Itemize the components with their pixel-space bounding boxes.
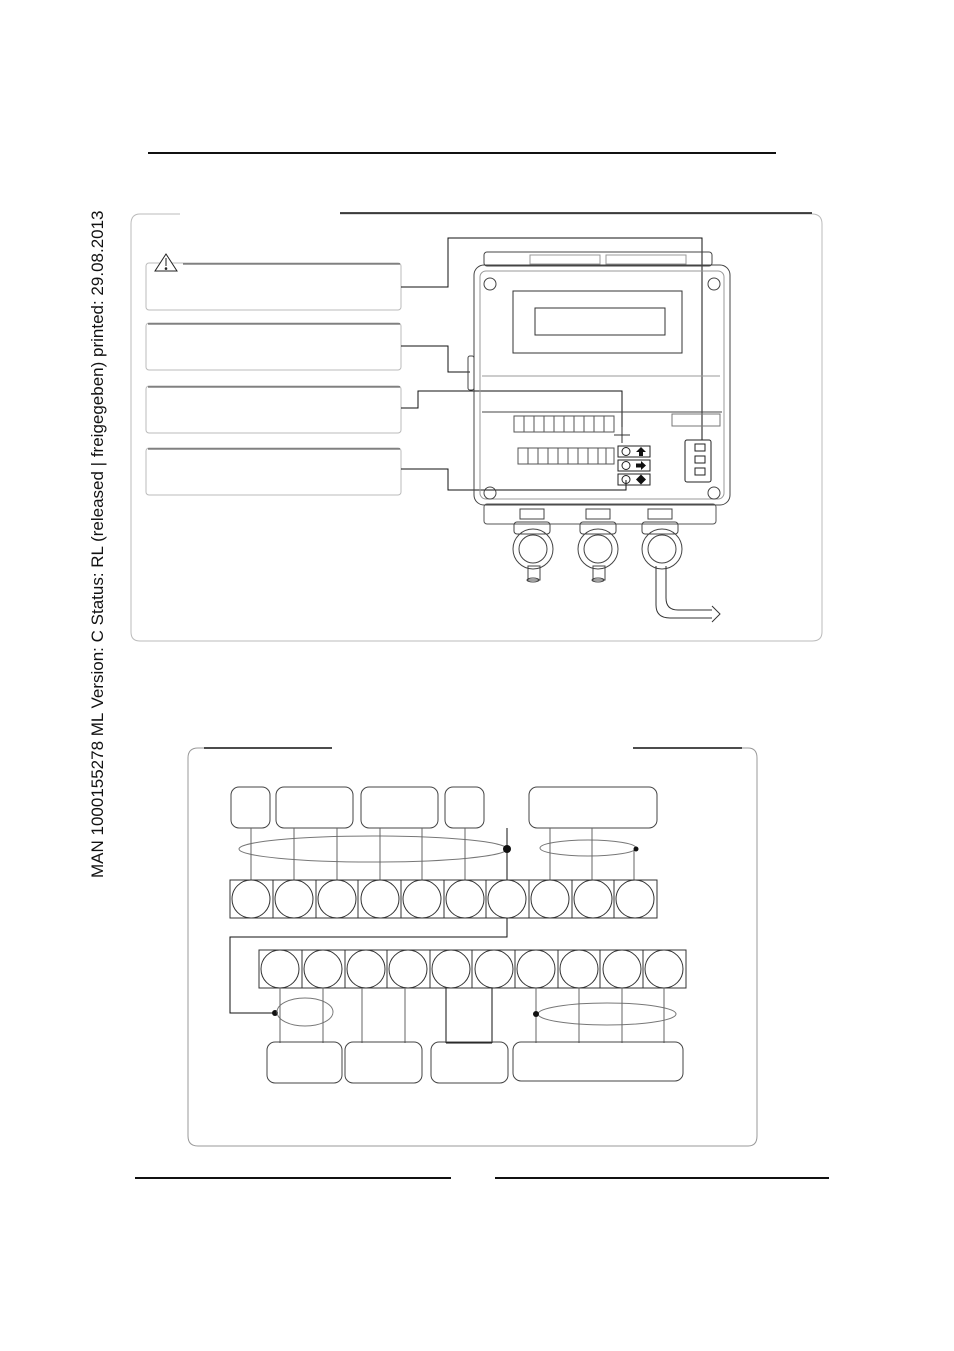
callout-box-1: [146, 263, 401, 310]
document-status-label: MAN 1000155278 ML Version: C Status: RL (released | freigegeben) printed: 29.08.2013: [88, 210, 107, 878]
cable-gland-1: [513, 509, 553, 582]
upper-label-box-3: [361, 787, 438, 828]
upper-terminal-row: [230, 880, 657, 918]
upper-ellipses: [239, 836, 636, 862]
power-cable: [656, 566, 720, 622]
arrow-right-icon: [636, 461, 646, 470]
junction-dot-2: [634, 847, 639, 852]
upper-label-box-1: [231, 787, 270, 828]
display-lcd: [513, 291, 682, 353]
lower-terminal-row: [259, 950, 686, 988]
lower-label-box-1: [267, 1042, 342, 1083]
crosshair-icon: [614, 427, 630, 443]
arrow-up-icon: [636, 447, 646, 456]
terminal-panel-frame: [188, 748, 757, 1146]
power-connector: [672, 414, 720, 482]
upper-label-box-2: [276, 787, 353, 828]
callout-box-2: [146, 323, 401, 370]
cable-gland-bar: [484, 504, 716, 524]
lower-label-box-3: [431, 1042, 508, 1083]
device-terminal-strip-upper: [514, 416, 614, 432]
lower-ellipses: [277, 998, 676, 1026]
cross-wire: [230, 918, 507, 1013]
leader-lines: [401, 238, 702, 490]
upper-label-box-5: [529, 787, 657, 828]
device-enclosure: [468, 252, 730, 505]
junction-dot-4: [533, 1011, 539, 1017]
lower-label-box-4: [513, 1042, 683, 1081]
device-terminal-strip-lower: [518, 448, 614, 464]
enter-icon: [636, 475, 646, 485]
lower-label-box-2: [345, 1042, 422, 1083]
junction-dot-1: [503, 845, 511, 853]
device-panel-frame: [131, 213, 822, 641]
cable-gland-2: [578, 509, 618, 582]
upper-label-box-4: [445, 787, 484, 828]
cable-gland-3: [642, 509, 682, 569]
lower-drop-lines: [280, 988, 664, 1043]
callout-box-4: [146, 448, 401, 495]
callout-box-3: [146, 386, 401, 433]
upper-drop-lines: [251, 828, 634, 880]
